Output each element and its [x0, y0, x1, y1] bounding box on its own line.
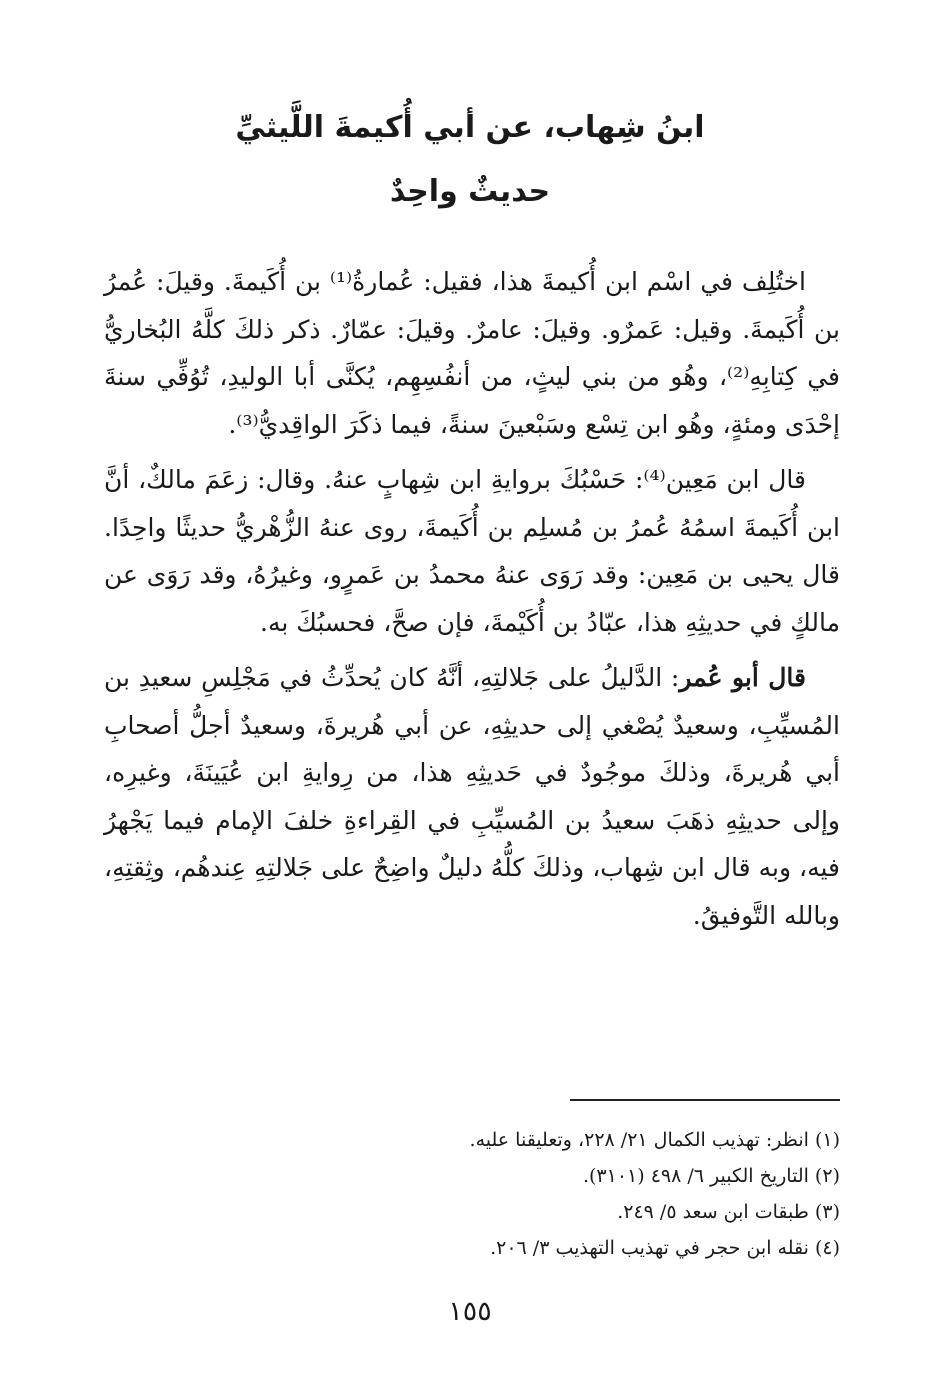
- paragraph-lead: قال أبو عُمر: [679, 663, 806, 692]
- footnotes: [104, 1122, 840, 1266]
- footnote: (٤) نقله ابن حجر في تهذيب التهذيب ٣/ ٢٠٦.: [490, 1237, 840, 1259]
- footnote: (١) انظر: تهذيب الكمال ٢١/ ٢٢٨، وتعليقنا عليه.: [469, 1129, 840, 1151]
- paragraph-text: قال ابن مَعِين⁽⁴⁾: حَسْبُكَ بروايةِ ابن شِهابٍ عنهُ. وقال: زعَمَ مالكٌ، أنَّ ابن أُكَيمةَ اسمُهُ عُمرُ بن مُسلِم بن أُكَيمةَ، روى عنهُ الزُّهْريُّ حديثًا واحِدًا. قال يحيى بن مَعِين: وقد رَوَى عنهُ محمدُ بن عَمرٍو، وغيرُهُ، وقد رَوَى عن مالكٍ في حديثِهِ هذا، عبّادُ بن أُكَيْمةَ، فإن صحَّ، فحسبُكَ به.: [104, 465, 840, 637]
- chapter-heading: [0, 108, 940, 236]
- paragraph: [104, 456, 840, 646]
- paragraph-text: : الدَّليلُ على جَلالتِهِ، أنَّهُ كان يُحدِّثُ في مَجْلِسِ سعيدِ بن المُسيِّبِ، وسعيدٌ يُصْغي إلى حديثِهِ، عن أبي هُريرةَ، وسعيدٌ أجلُّ أصحابِ أبي هُريرةَ، وذلكَ موجُودٌ في حَديثِهِ هذا، من رِوايةِ ابن عُيَينَةَ، وغيرِه، وإلى حديثِهِ ذهَبَ سعيدُ بن المُسيِّبِ في القِراءةِ خلفَ الإمام فيما يَجْهرُ فيه، وبه قال ابن شِهاب، وذلكَ كلُّهُ دليلٌ واضِحٌ على جَلالتِهِ عِندهُم، وثِقتِهِ، وبالله التَّوفيقُ.: [104, 663, 840, 930]
- chapter-title: ابنُ شِهاب، عن أبي أُكيمةَ اللَّيثيِّ: [235, 110, 705, 145]
- main-text: [104, 258, 840, 947]
- paragraph-text: اختُلِف في اسْم ابن أُكيمةَ هذا، فقيل: عُمارةُ⁽¹⁾ بن أُكَيمةَ. وقيلَ: عُمرُ بن أُكَيمةَ. وقيل: عَمرٌو. وقيلَ: عامرٌ. وقيلَ: عمّارٌ. ذكر ذلكَ كلَّهُ البُخاريُّ في كِتابِهِ⁽²⁾، وهُو من بني ليثٍ، من أنفُسِهِم، يُكنَّى أبا الوليدِ، تُوُفِّي سنةَ إحْدَى ومئةٍ، وهُو ابن تِسْع وسَبْعينَ سنةً، فيما ذكَرَ الواقِديُّ⁽³⁾.: [104, 267, 840, 439]
- footnote: (٣) طبقات ابن سعد ٥/ ٢٤٩.: [617, 1201, 840, 1223]
- paragraph: [104, 258, 840, 448]
- footnote-divider: [570, 1099, 840, 1101]
- page-number: ١٥٥: [448, 1296, 492, 1327]
- chapter-subtitle: حديثٌ واحِدٌ: [389, 174, 551, 209]
- paragraph: [104, 654, 840, 939]
- footnote: (٢) التاريخ الكبير ٦/ ٤٩٨ (٣١٠١).: [582, 1165, 840, 1187]
